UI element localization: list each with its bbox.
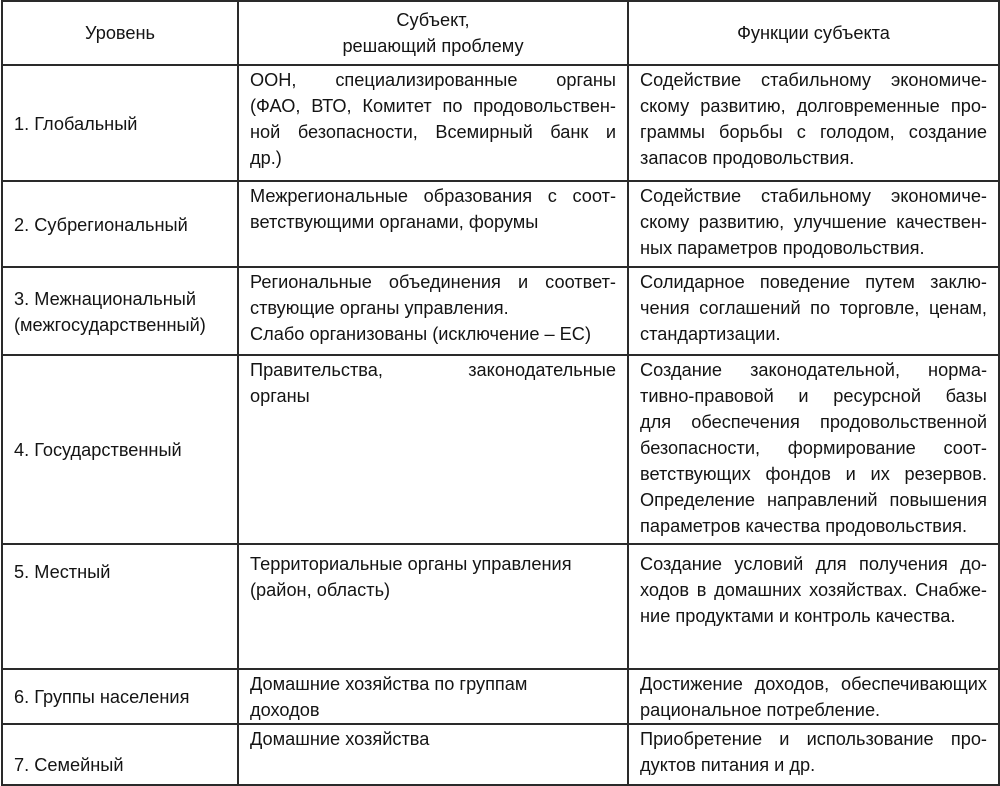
functions-line: Создание условий для получения до- xyxy=(640,554,987,574)
level-cell xyxy=(2,267,238,355)
level-cell: 1. Глобальный xyxy=(2,65,238,181)
functions-line: запасов продовольствия. xyxy=(640,148,855,168)
table-row xyxy=(2,181,999,267)
subject-line: Домашние хозяйства xyxy=(250,729,430,749)
subject-line: ветствующими органами, форумы xyxy=(250,212,539,232)
functions-line: ходов в домашних хозяйствах. Снабже- xyxy=(640,580,987,600)
functions-line: ветствующих фондов и их резервов. xyxy=(640,464,987,484)
functions-line: Содействие стабильному экономиче- xyxy=(640,186,987,206)
subject-cell xyxy=(238,355,628,544)
functions-line: граммы борьбы с голодом, создание xyxy=(640,122,987,142)
subject-line: доходов xyxy=(250,700,320,720)
table-row xyxy=(2,267,999,355)
functions-cell xyxy=(628,669,999,724)
subject-cell xyxy=(238,267,628,355)
table-row xyxy=(2,65,999,181)
subject-cell xyxy=(238,669,628,724)
functions-line: параметров качества продовольствия. xyxy=(640,516,968,536)
functions-line: скому развитию, долговременные про- xyxy=(640,96,987,116)
subject-note: Слабо организованы (исключение – ЕС) xyxy=(250,324,591,344)
subject-line: ной безопасности, Всемирный банк и xyxy=(250,122,616,142)
header-subject-line1: Субъект, xyxy=(396,10,470,30)
functions-cell xyxy=(628,355,999,544)
level-line: 3. Межнациональный xyxy=(14,288,197,309)
functions-cell xyxy=(628,544,999,669)
subject-line: др.) xyxy=(250,148,282,168)
subject-line: Домашние хозяйства по группам xyxy=(250,674,528,694)
header-subject-line2: решающий проблему xyxy=(342,36,524,56)
functions-cell xyxy=(628,181,999,267)
subject-cell xyxy=(238,65,628,181)
subject-cell xyxy=(238,181,628,267)
subject-line: Территориальные органы управления xyxy=(250,554,572,574)
table-row xyxy=(2,355,999,544)
functions-line: Приобретение и использование про- xyxy=(640,729,987,749)
subject-line: (ФАО, ВТО, Комитет по продовольствен- xyxy=(250,96,616,116)
functions-line: ние продуктами и контроль качества. xyxy=(640,606,956,626)
table-header-row xyxy=(2,1,999,65)
functions-line: тивно-правовой и ресурсной базы xyxy=(640,386,987,406)
functions-cell xyxy=(628,267,999,355)
table-row xyxy=(2,724,999,785)
subject-cell xyxy=(238,544,628,669)
header-functions: Функции субъекта xyxy=(628,1,999,65)
level-cell: 6. Группы населения xyxy=(2,669,238,724)
subject-line: Региональные объединения и соответ- xyxy=(250,272,616,292)
functions-line: чения соглашений по торговле, ценам, xyxy=(640,298,987,318)
functions-line: стандартизации. xyxy=(640,324,781,344)
functions-line: Солидарное поведение путем заклю- xyxy=(640,272,987,292)
functions-line: Создание законодательной, норма- xyxy=(640,360,987,380)
table-row xyxy=(2,669,999,724)
functions-line: ных параметров продовольствия. xyxy=(640,238,925,258)
header-level: Уровень xyxy=(2,1,238,65)
food-security-levels-table xyxy=(1,0,1000,786)
level-cell: 7. Семейный xyxy=(2,724,238,785)
level-cell: 2. Субрегиональный xyxy=(2,181,238,267)
subject-line: ствующие органы управления. xyxy=(250,298,509,318)
subject-line: Правительства, законодательные xyxy=(250,360,616,380)
functions-line: Содействие стабильному экономиче- xyxy=(640,70,987,90)
functions-line: рациональное потребление. xyxy=(640,700,881,720)
functions-cell xyxy=(628,65,999,181)
functions-cell xyxy=(628,724,999,785)
header-subject xyxy=(238,1,628,65)
functions-line: безопасности, формирование соот- xyxy=(640,438,987,458)
subject-line: органы xyxy=(250,386,310,406)
subject-cell xyxy=(238,724,628,785)
level-cell: 5. Местный xyxy=(2,544,238,669)
subject-line: (район, область) xyxy=(250,580,391,600)
functions-line: скому развитию, улучшение качествен- xyxy=(640,212,987,232)
level-cell: 4. Государственный xyxy=(2,355,238,544)
level-line: (межгосударственный) xyxy=(14,314,206,335)
table-row xyxy=(2,544,999,669)
subject-line: Межрегиональные образования с соот- xyxy=(250,186,616,206)
functions-line: Определение направлений повышения xyxy=(640,490,987,510)
functions-line: для обеспечения продовольственной xyxy=(640,412,987,432)
subject-line: ООН, специализированные органы xyxy=(250,70,616,90)
functions-line: Достижение доходов, обеспечивающих xyxy=(640,674,987,694)
functions-line: дуктов питания и др. xyxy=(640,755,816,775)
